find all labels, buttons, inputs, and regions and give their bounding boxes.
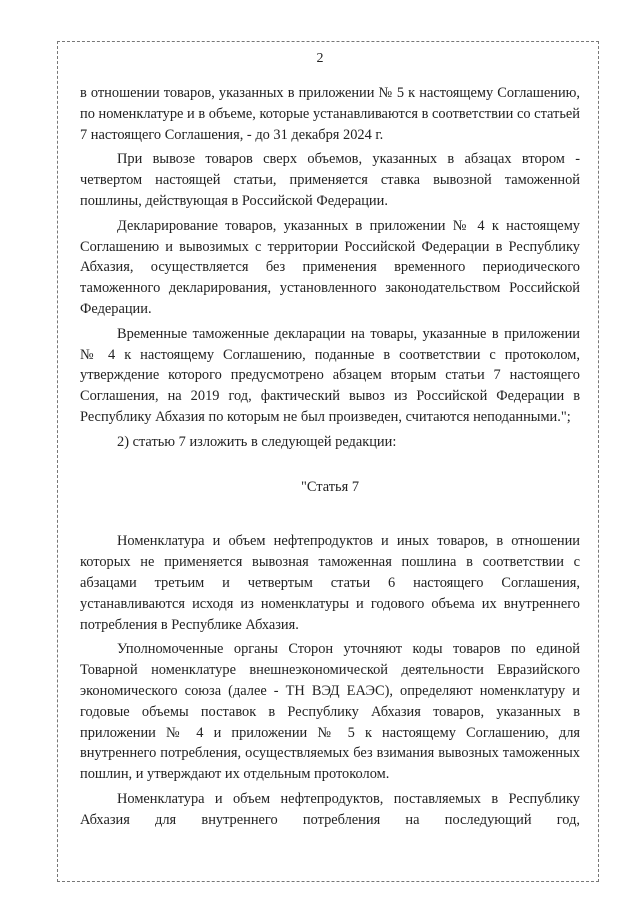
page-number: 2: [316, 51, 324, 66]
article-paragraph: Номенклатура и объем нефтепродуктов, поставляемых в Республику Абхазия для внутреннего потребления на последующий год,: [80, 790, 580, 828]
article-paragraph: Номенклатура и объем нефтепродуктов и иных товаров, в отношении которых не применяется вывозная таможенная пошлина в соответствии с абзацами третьим и четвертым статьи 6 настоящего Соглашения, устанавливаются исходя из номенклатуры и годового объема их внутреннего потребления в Республике Абхазия.: [80, 533, 580, 633]
paragraph: в отношении товаров, указанных в приложении № 5 к настоящему Соглашению, по номенклатуре и в объеме, которые устанавливаются в соответствии со статьей 7 настоящего Соглашения, - до 31 декабря 2024 г.: [80, 85, 580, 143]
paragraph: Временные таможенные декларации на товары, указанные в приложении № 4 к настоящему Соглашению, поданные в соответствии с протоколом, утверждение которого предусмотрено абзацем вторым статьи 7 настоящего Соглашения, на 2019 год, фактический вывоз из Российской Федерации в Республику Абхазия по которым не был произведен, считаются неподанными.";: [80, 325, 580, 425]
article-heading: "Статья 7: [300, 478, 360, 495]
paragraph: Декларирование товаров, указанных в приложении № 4 к настоящему Соглашению и вывозимых с территории Российской Федерации в Республику Абхазия, осуществляется без применения временного периодического таможенного декларирования, установленного законодательством Российской Федерации.: [80, 217, 580, 317]
article-paragraph: Уполномоченные органы Сторон уточняют коды товаров по единой Товарной номенклатуре внешнеэкономической деятельности Евразийского экономического союза (далее - ТН ВЭД ЕАЭС), определяют номенклатуру и годовые объемы поставок в Республику Абхазия товаров, указанных в приложении № 4 и приложении № 5 к настоящему Соглашению, для внутреннего потребления, осуществляемых без взимания вывозных таможенных пошлин, и утверждают их отдельным протоколом.: [80, 641, 580, 783]
paragraph: При вывозе товаров сверх объемов, указанных в абзацах втором - четвертом настоящей статьи, применяется ставка вывозной таможенной пошлины, действующая в Российской Федерации.: [80, 151, 580, 209]
paragraph: 2) статью 7 изложить в следующей редакции:: [117, 433, 397, 450]
document-body: [80, 83, 580, 835]
